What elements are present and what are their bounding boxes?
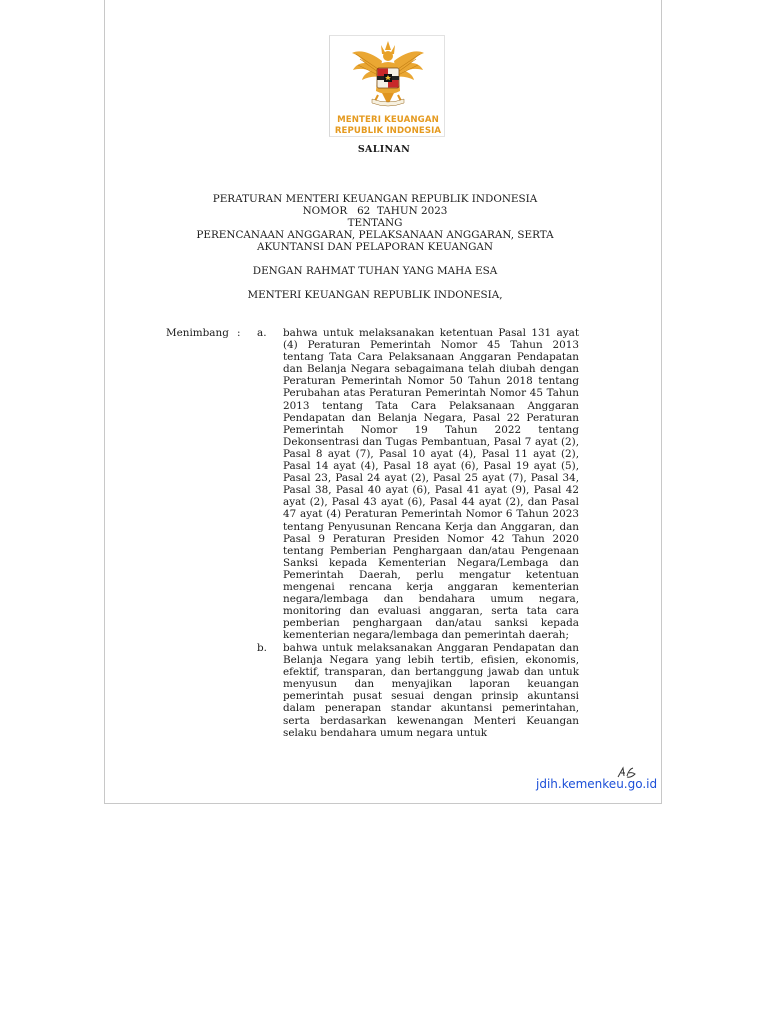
item-b-marker: b.	[257, 642, 267, 654]
logo-line-1: MENTERI KEUANGAN	[337, 115, 439, 125]
paragraph-line: Pendapatan dan Belanja Negara, Pasal 22 Peraturan	[283, 411, 579, 424]
paragraph-line: dalam penerapan standar akuntansi pemerintahan,	[283, 702, 579, 715]
paragraph-line: bahwa untuk melaksanakan Anggaran Pendapatan dan	[283, 642, 579, 654]
kemenkeu-logo	[329, 35, 445, 137]
regulation-subject-line-2: AKUNTANSI DAN PELAPORAN KEUANGAN	[257, 241, 493, 253]
paragraph-line: Peraturan Pemerintah Nomor 50 Tahun 2018 tentang	[283, 375, 579, 388]
menimbang-item-a	[283, 327, 579, 641]
paragraph-line: negara/lembaga dan bendahara umum negara,	[283, 593, 579, 606]
paragraph-line: Pasal 8 ayat (7), Pasal 10 ayat (4), Pasal 11 ayat (2),	[283, 447, 579, 460]
paragraph-line: Pasal 9 Peraturan Presiden Nomor 42 Tahun 2020	[283, 532, 579, 545]
paragraph-line: monitoring dan evaluasi anggaran, serta tata cara	[283, 605, 579, 618]
paragraph-line: bahwa untuk melaksanakan ketentuan Pasal 131 ayat	[283, 327, 579, 339]
paragraph-line: Pemerintah Nomor 19 Tahun 2022 tentang	[283, 423, 579, 436]
menimbang-label: Menimbang	[166, 327, 229, 339]
regulation-tentang: TENTANG	[347, 217, 403, 229]
paragraph-line: pemerintah pusat sesuai dengan prinsip akuntansi	[283, 690, 579, 703]
logo-line-2: REPUBLIK INDONESIA	[334, 126, 442, 136]
paragraph-line: selaku bendahara umum negara untuk	[283, 726, 488, 739]
paragraph-line: kementerian negara/lembaga dan pemerintah daerah;	[283, 629, 569, 642]
paragraph-line: menyusun dan menyajikan laporan keuangan	[283, 678, 579, 691]
paragraph-line: dan Belanja Negara sebagaimana telah diubah dengan	[283, 363, 579, 376]
paragraph-line: Pasal 23, Pasal 24 ayat (2), Pasal 25 ayat (7), Pasal 34,	[283, 472, 579, 485]
document-page	[104, 0, 662, 804]
paragraph-line: mengenai rencana kerja anggaran kementerian	[283, 580, 579, 593]
paragraph-line: tentang Pemberian Penghargaan dan/atau Pengenaan	[283, 544, 579, 557]
paragraph-line: serta berdasarkan kewenangan Menteri Keuangan	[283, 714, 579, 727]
paragraph-line: 47 ayat (4) Peraturan Pemerintah Nomor 6 Tahun 2023	[283, 508, 579, 521]
preamble-menteri: MENTERI KEUANGAN REPUBLIK INDONESIA,	[247, 289, 503, 301]
paragraph-line: Dekonsentrasi dan Tugas Pembantuan, Pasal 7 ayat (2),	[283, 435, 579, 448]
paragraph-line: Pasal 38, Pasal 40 ayat (6), Pasal 41 ayat (9), Pasal 42	[283, 484, 579, 497]
salinan-stamp: SALINAN	[357, 144, 411, 155]
paragraph-line: (4) Peraturan Pemerintah Nomor 45 Tahun 2013	[283, 339, 579, 352]
paragraph-line: Belanja Negara yang lebih tertib, efisien, ekonomis,	[283, 654, 579, 667]
paragraph-line: tentang Penyusunan Rencana Kerja dan Anggaran, dan	[283, 520, 579, 533]
paragraph-line: 2013 tentang Tata Cara Pelaksanaan Anggaran	[283, 399, 579, 412]
paragraph-line: ayat (2), Pasal 43 ayat (6), Pasal 44 ayat (2), dan Pasal	[283, 496, 579, 509]
paragraph-line: efektif, transparan, dan bertanggung jawab dan untuk	[283, 666, 579, 679]
menimbang-colon: :	[237, 327, 241, 339]
jdih-link[interactable]: jdih.kemenkeu.go.id	[536, 777, 658, 791]
regulation-number: NOMOR 62 TAHUN 2023	[302, 205, 448, 217]
item-a-marker: a.	[257, 327, 267, 339]
garuda-emblem-icon	[348, 39, 428, 115]
paragraph-line: Pemerintah Daerah, perlu mengatur ketentuan	[283, 568, 579, 581]
menimbang-item-b	[283, 642, 579, 739]
preamble-rahmat: DENGAN RAHMAT TUHAN YANG MAHA ESA	[252, 265, 498, 277]
paragraph-line: tentang Tata Cara Pelaksanaan Anggaran Pendapatan	[283, 351, 579, 364]
regulation-subject-line-1: PERENCANAAN ANGGARAN, PELAKSANAAN ANGGARAN, SERTA	[196, 229, 554, 241]
regulation-title: PERATURAN MENTERI KEUANGAN REPUBLIK INDONESIA	[212, 193, 538, 205]
paragraph-line: Perubahan atas Peraturan Pemerintah Nomor 45 Tahun	[283, 387, 579, 400]
paragraph-line: pemberian penghargaan dan/atau sanksi kepada	[283, 617, 579, 630]
paragraph-line: Pasal 14 ayat (4), Pasal 18 ayat (6), Pasal 19 ayat (5),	[283, 460, 579, 473]
paragraph-line: Sanksi kepada Kementerian Negara/Lembaga dan	[283, 556, 579, 569]
